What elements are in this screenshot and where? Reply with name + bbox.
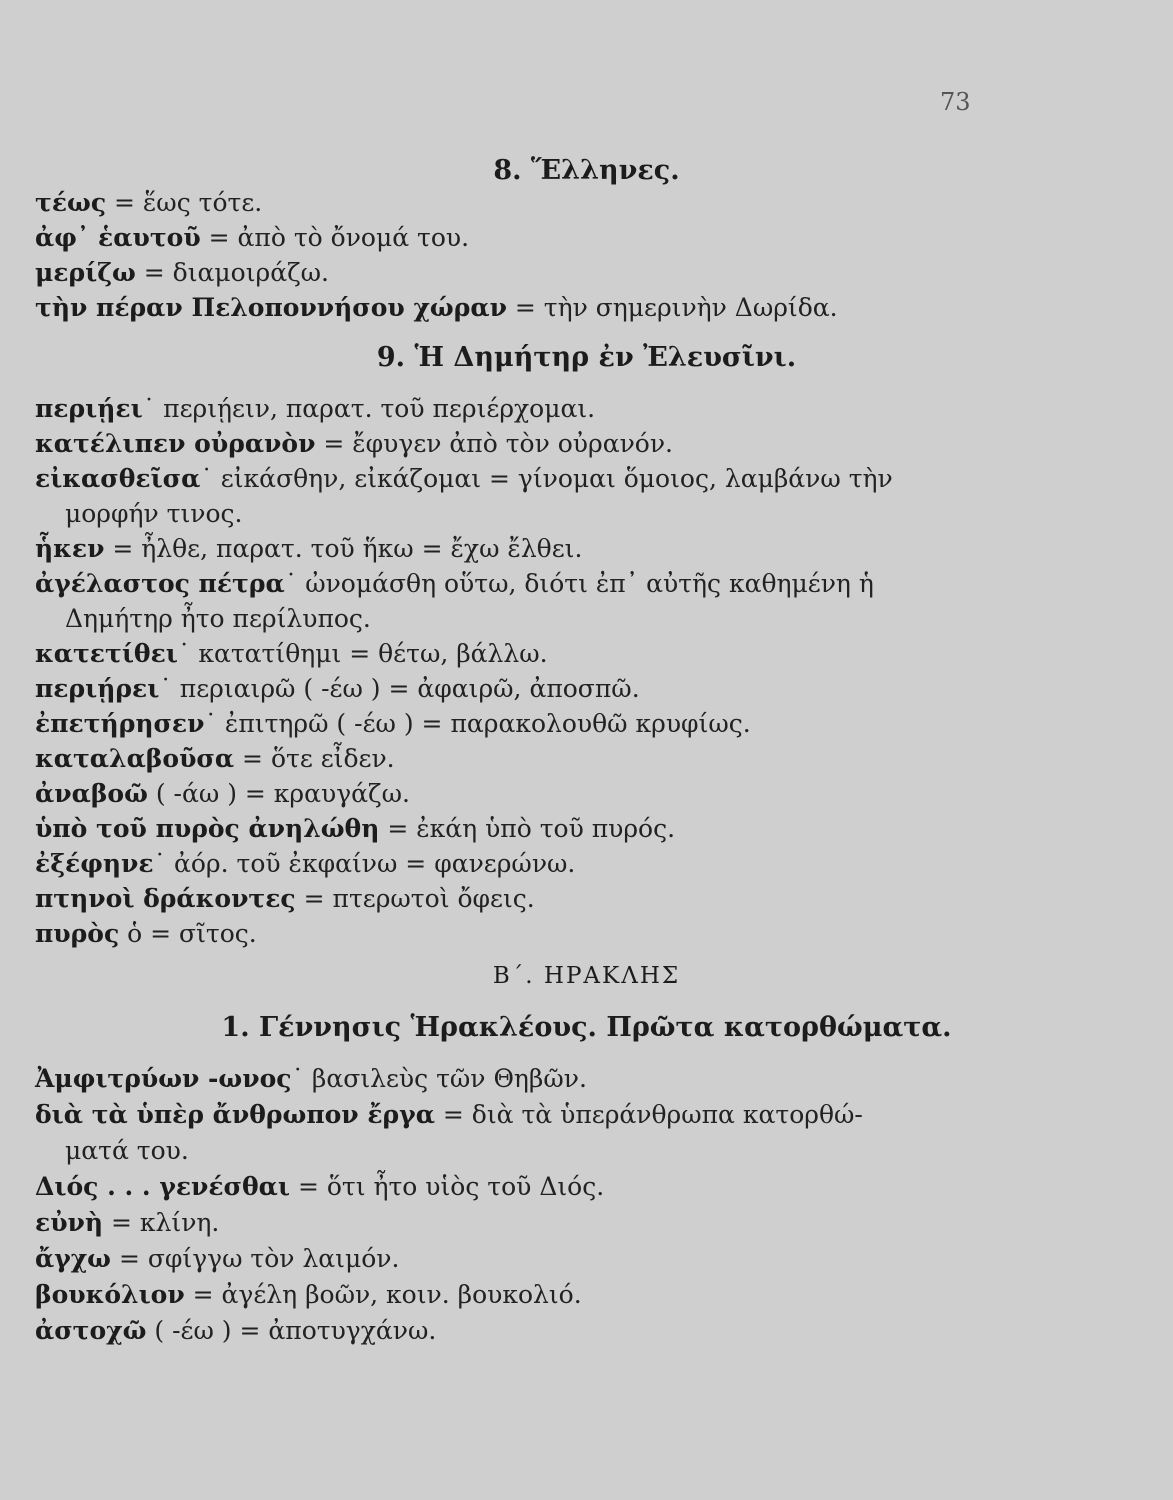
glossary-definition: = διαμοιράζω. <box>135 258 329 287</box>
glossary-entry <box>35 534 983 564</box>
glossary-entry <box>35 639 983 669</box>
glossary-entry <box>35 1064 983 1094</box>
section-8-title: 8. Ἕλληνες. <box>493 155 680 186</box>
glossary-entry <box>35 1280 983 1310</box>
glossary-term: καταλαβοῦσα <box>35 744 235 773</box>
glossary-term: ἀγέλαστος πέτρα <box>35 569 285 598</box>
glossary-definition: = ἕως τότε. <box>106 188 263 217</box>
glossary-entry <box>65 1136 983 1166</box>
glossary-definition: Δημήτηρ ἦτο περίλυπος. <box>65 604 371 633</box>
glossary-term: κατέλιπεν οὐρανὸν <box>35 429 316 458</box>
glossary-term: εὐνὴ <box>35 1208 104 1237</box>
glossary-entry <box>35 569 983 599</box>
glossary-entry <box>65 499 983 529</box>
glossary-definition: = ὅτι ἦτο υἱὸς τοῦ Διός. <box>290 1172 605 1201</box>
glossary-term: μερίζω <box>35 258 136 287</box>
glossary-definition: ˙ ἀόρ. τοῦ ἐκφαίνω = φανερώνω. <box>153 849 576 878</box>
part-b-heading: Β΄. ΗΡΑΚΛΗΣ <box>492 963 681 989</box>
glossary-term: τὴν πέραν Πελοποννήσου χώραν <box>35 293 507 322</box>
glossary-definition: ( -έω ) = ἀποτυγχάνω. <box>146 1316 437 1345</box>
glossary-definition: ˙ κατατίθημι = θέτω, βάλλω. <box>177 639 548 668</box>
glossary-term: ἧκεν <box>35 534 105 563</box>
glossary-term: ἀφ᾽ ἑαυτοῦ <box>35 223 201 252</box>
glossary-entry <box>35 674 983 704</box>
glossary-definition: ὁ = σῖτος. <box>119 919 257 948</box>
glossary-entry <box>35 223 983 253</box>
glossary-definition: = διὰ τὰ ὑπεράνθρωπα κατορθώ- <box>434 1100 863 1129</box>
glossary-entry <box>35 293 983 323</box>
glossary-term: ἐξέφηνε <box>35 849 154 878</box>
glossary-term: Διός . . . γενέσθαι <box>35 1172 291 1201</box>
glossary-entry <box>35 464 983 494</box>
glossary-definition: ˙ ἐπιτηρῶ ( -έω ) = παρακολουθῶ κρυφίως. <box>204 709 751 738</box>
glossary-entry <box>35 1100 983 1130</box>
glossary-definition: = σφίγγω τὸν λαιμόν. <box>111 1244 400 1273</box>
glossary-definition: μορφήν τινος. <box>65 499 243 528</box>
glossary-definition: = ὅτε εἶδεν. <box>234 744 395 773</box>
glossary-term: πυρὸς <box>35 919 120 948</box>
page-number: 73 <box>940 88 971 116</box>
glossary-entry <box>35 709 983 739</box>
glossary-term: ὑπὸ τοῦ πυρὸς ἀνηλώθη <box>35 814 380 843</box>
section-9-title: 9. Ἡ Δημήτηρ ἐν Ἐλευσῖνι. <box>376 342 797 373</box>
glossary-definition: = κλίνη. <box>103 1208 220 1237</box>
glossary-term: διὰ τὰ ὑπὲρ ἄνθρωπον ἔργα <box>35 1100 435 1129</box>
glossary-entry <box>35 1316 983 1346</box>
glossary-term: ἀστοχῶ <box>35 1316 147 1345</box>
glossary-definition: = ἀγέλη βοῶν, κοιν. βουκολιό. <box>184 1280 582 1309</box>
glossary-term: Ἀμφιτρύων -ωνος <box>35 1064 292 1093</box>
glossary-entry <box>65 604 983 634</box>
glossary-term: ἐπετήρησεν <box>35 709 205 738</box>
glossary-entry <box>35 394 983 424</box>
glossary-entry <box>35 814 983 844</box>
section-1-title: 1. Γέννησις Ἡρακλέους. Πρῶτα κατορθώματα. <box>221 1012 952 1043</box>
glossary-entry <box>35 1244 983 1274</box>
glossary-entry <box>35 849 983 879</box>
glossary-term: ἄγχω <box>35 1244 111 1273</box>
glossary-definition: ˙ περιῄειν, παρατ. τοῦ περιέρχομαι. <box>142 394 596 423</box>
glossary-definition: ματά του. <box>65 1136 189 1165</box>
glossary-definition: ˙ βασιλεὺς τῶν Θηβῶν. <box>291 1064 587 1093</box>
glossary-entry <box>35 779 983 809</box>
glossary-definition: ˙ ὠνομάσθη οὕτω, διότι ἐπ᾽ αὐτῆς καθημένη ἡ <box>284 569 874 598</box>
glossary-definition: ˙ περιαιρῶ ( -έω ) = ἀφαιρῶ, ἀποσπῶ. <box>159 674 640 703</box>
glossary-entry <box>35 429 983 459</box>
glossary-definition: = τὴν σημερινὴν Δωρίδα. <box>506 293 838 322</box>
glossary-entry <box>35 1172 983 1202</box>
glossary-entry <box>35 1208 983 1238</box>
glossary-definition: = ἦλθε, παρατ. τοῦ ἥκω = ἔχω ἔλθει. <box>104 534 583 563</box>
glossary-entry <box>35 744 983 774</box>
glossary-entry <box>35 188 983 218</box>
glossary-definition: ˙ εἰκάσθην, εἰκάζομαι = γίνομαι ὅμοιος, λαμβάνω τὴν <box>200 464 893 493</box>
glossary-term: βουκόλιον <box>35 1280 185 1309</box>
glossary-term: ἀναβοῶ <box>35 779 148 808</box>
glossary-term: περιῄρει <box>35 674 160 703</box>
glossary-definition: ( -άω ) = κραυγάζω. <box>147 779 410 808</box>
glossary-term: τέως <box>35 188 107 217</box>
glossary-entry <box>35 258 983 288</box>
glossary-definition: = ἀπὸ τὸ ὄνομά του. <box>200 223 470 252</box>
glossary-definition: = πτερωτοὶ ὄφεις. <box>295 884 535 913</box>
glossary-term: εἰκασθεῖσα <box>35 464 201 493</box>
glossary-term: περιῄει <box>35 394 143 423</box>
glossary-entry <box>35 884 983 914</box>
glossary-term: κατετίθει <box>35 639 178 668</box>
glossary-definition: = ἐκάη ὑπὸ τοῦ πυρός. <box>379 814 676 843</box>
glossary-definition: = ἔφυγεν ἀπὸ τὸν οὐρανόν. <box>315 429 673 458</box>
glossary-term: πτηνοὶ δράκοντες <box>35 884 296 913</box>
glossary-entry <box>35 919 983 949</box>
